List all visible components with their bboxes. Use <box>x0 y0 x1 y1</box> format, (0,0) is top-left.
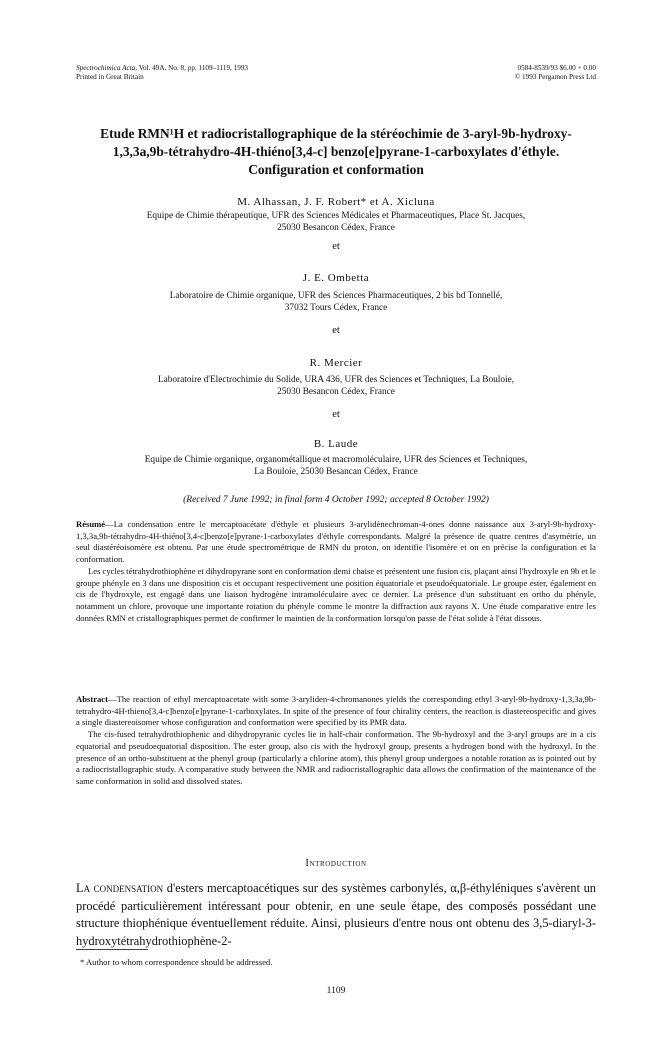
introduction-paragraph <box>76 880 596 950</box>
received-dates <box>76 494 596 506</box>
page-number: 1109 <box>326 986 346 996</box>
separator-et: et <box>332 241 340 252</box>
abstract-text-1: —The reaction of ethyl mercaptoacetate with some 3-aryliden-4-chromanones yields the corresponding ethyl 3-aryl-9b-hydroxy-1,3,3a,9b-tetrahydro-4H-thieno[3,4-c]benzo[e]pyrane-1-carboxylates. In spite of the presence of four chirality centers, the reaction is diastereospecific and gives a single diastereoisomer whose configuration and conformation were specified by its PMR data. <box>76 694 596 728</box>
footnote: * Author to whom correspondence should be addressed. <box>80 957 273 967</box>
introduction-lead: La condensation <box>76 881 164 895</box>
introduction-text: d'esters mercaptoacétiques sur des systèmes carbonylés, α,β-éthyléniques s'avèrent un procédé particulièrement intéressant pour obtenir, en une seule étape, des composés possédant une structure thiophénique éventuellement réduite. Ainsi, plusieurs d'entre nous ont obtenu des 3,5-diaryl-3-hydroxytétrahydrothiophène-2- <box>76 881 596 948</box>
separator-et: et <box>332 409 340 420</box>
affiliation-2-line-1: Laboratoire de Chimie organique, UFR des Sciences Pharmaceutiques, 2 bis bd Tonnellé, <box>169 291 503 301</box>
issn-price: 0584-8539/93 $6.00 + 0.00 <box>517 64 596 72</box>
citation-line <box>76 64 248 73</box>
printed-in: Printed in Great Britain <box>76 73 144 81</box>
affiliation-3-line-2: 25030 Besancon Cédex, France <box>277 387 395 397</box>
authors-group-2: J. E. Ombetta <box>302 272 370 284</box>
resume-paragraph-2: Les cycles tétrahydrothiophène et dihydropyrane sont en conformation demi chaise et présentent une fusion cis, plaçant ainsi l'hydroxyle en 9b et le groupe phényle en 3 dans une disposition cis et occupant respectivement une position équatoriale et pseudoéquatoriale. Le groupe ester, également en cis de l'hydroxyle, est engagé dans une liaison hydrogène intramoléculaire avec ce dernier. La présence d'un substituant en ortho du phényle, notamment un chlore, provoque une importante rotation du phényle comme le montre la diffraction aux rayons X. Une étude comparative entre les données RMN et cristallographiques permet de confirmer le maintien de la conformation lorsqu'on passe de l'état solide à l'état dissous. <box>76 565 596 623</box>
abstract-block <box>76 694 596 788</box>
resume-text-1: —La condensation entre le mercaptoacétate d'éthyle et plusieurs 3-arylidènechroman-4-ones donne naissance aux 3-aryl-9b-hydroxy-1,3,3a,9b-tétrahydro-4H-thiéno[3,4-c]benzo[e]pyrane-1-carboxylates d'éthyle correspondants. Malgré la présence de quatre centres d'asymétrie, un seul diastéréoisomère est obtenu. Par une étude spectrométrique de RMN du proton, on identifie l'isomère et on en précise la configuration et la conformation. <box>76 519 596 565</box>
citation-volume: Vol. 49A, No. 8, pp. 1109–1119, 1993 <box>137 64 249 72</box>
section-heading-introduction: Introduction <box>305 858 367 869</box>
resume-paragraph-1 <box>76 519 596 566</box>
copyright: © 1993 Pergamon Press Ltd <box>514 73 596 81</box>
journal-name: Spectrochimica Acta, <box>76 64 138 72</box>
affiliation-4-line-1: Equipe de Chimie organique, organométallique et macromoléculaire, UFR des Sciences et Techniques, <box>144 455 528 465</box>
authors-group-1: M. Alhassan, J. F. Robert* et A. Xicluna <box>237 196 435 208</box>
resume-label: Résumé <box>76 519 106 529</box>
abstract-label: Abstract <box>76 694 108 704</box>
affiliation-1-line-1: Equipe de Chimie thérapeutique, UFR des Sciences Médicales et Pharmaceutiques, Place St. Jacques, <box>146 211 526 221</box>
affiliation-4-line-2: La Bouloie, 25030 Besancan Cédex, France <box>254 467 418 477</box>
journal-header-right <box>515 64 596 82</box>
affiliation-2-line-2: 37032 Tours Cédex, France <box>284 303 388 313</box>
affiliation-3-line-1: Laboratoire d'Electrochimie du Solide, URA 436, UFR des Sciences et Techniques, La Bouloie, <box>157 375 515 385</box>
paper-title: Etude RMN¹H et radiocristallographique de la stéréochimie de 3-aryl-9b-hydroxy-1,3,3a,9b-tétrahydro-4H-thiéno[3,4-c] benzo[e]pyrane-1-carboxylates d'éthyle. Configuration et conformation <box>100 126 572 177</box>
journal-header-left <box>76 64 248 82</box>
authors-group-3: R. Mercier <box>309 357 363 369</box>
affiliation-1-line-2: 25030 Besancon Cédex, France <box>277 223 395 233</box>
abstract-paragraph-1 <box>76 694 596 729</box>
footnote-rule <box>76 949 148 950</box>
received-text: (Received 7 June 1992; in final form 4 October 1992; accepted 8 October 1992) <box>183 495 489 505</box>
authors-group-4: B. Laude <box>313 438 359 450</box>
abstract-paragraph-2: The cis-fused tetrahydrothiophenic and dihydropyranic cycles lie in half-chair conformation. The 9b-hydroxyl and the 3-aryl groups are in a cis equatorial and pseudoequatorial disposition. The ester group, also cis with the hydroxyl group, presents a hydrogen bond with the hydroxyl. In the presence of an ortho-substituent at the phenyl group (particularly a chlorine atom), this phenyl group undergoes a notable rotation as is pointed out by a radiocristallographic study. A comparative study between the NMR and radiocristallographic data allows the confirmation of the maintenance of the same conformation in solid and dissolved states. <box>76 729 596 786</box>
separator-et: et <box>332 325 340 336</box>
resume-block <box>76 519 596 624</box>
